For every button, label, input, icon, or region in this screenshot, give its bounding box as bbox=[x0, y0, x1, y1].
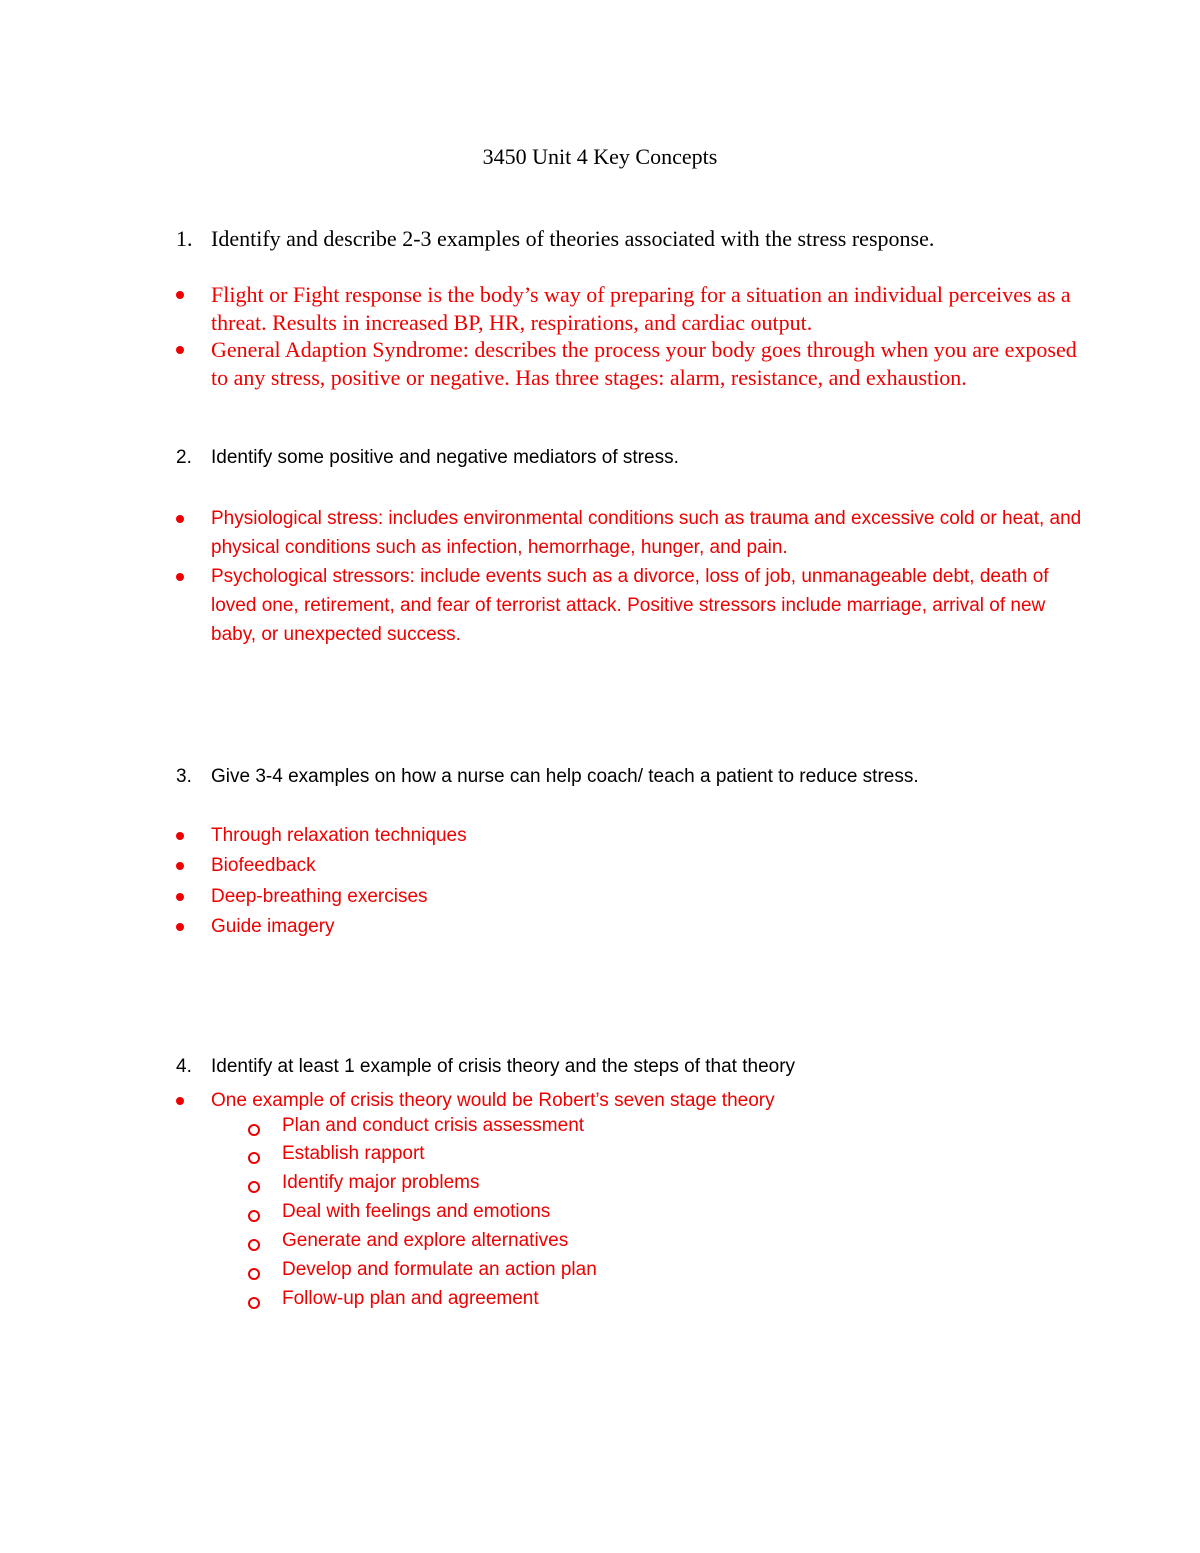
q4-step-4: Deal with feelings and emotions bbox=[282, 1201, 551, 1222]
q3-answer-4: Guide imagery bbox=[211, 916, 335, 937]
q4-step-2: Establish rapport bbox=[282, 1143, 425, 1164]
q1-answer-2: General Adaption Syndrome: describes the process your body goes through when you are exposed to any stress, positive or negative. Has three stages: alarm, resistance, and exhaustion. bbox=[211, 337, 1077, 390]
q4-step-5: Generate and explore alternatives bbox=[282, 1230, 569, 1251]
q3-bullet-2-icon bbox=[176, 862, 184, 870]
q2-number: 2. bbox=[176, 447, 192, 468]
q3-bullet-3-icon bbox=[176, 893, 184, 901]
q3-bullet-1-icon bbox=[176, 832, 184, 840]
page-title: 3450 Unit 4 Key Concepts bbox=[482, 144, 718, 169]
q2-answer-1: Physiological stress: includes environmental conditions such as trauma and excessive cold or heat, and physical conditions such as infection, hemorrhage, hunger, and pain. bbox=[211, 508, 1082, 558]
q4-step-6-icon bbox=[248, 1268, 260, 1280]
q4-step-2-icon bbox=[248, 1152, 260, 1164]
q4-step-7-icon bbox=[248, 1297, 260, 1309]
q4-step-1: Plan and conduct crisis assessment bbox=[282, 1115, 585, 1136]
q1-answer-1: Flight or Fight response is the body’s way of preparing for a situation an individual perceives as a threat. Results in increased BP, HR, respirations, and cardiac output. bbox=[211, 282, 1071, 335]
q2-answer-2: Psychological stressors: include events such as a divorce, loss of job, unmanageable debt, death of loved one, retirement, and fear of terrorist attack. Positive stressors include marriage, arrival of new baby, or unexpected success. bbox=[211, 566, 1049, 645]
q4-text: Identify at least 1 example of crisis theory and the steps of that theory bbox=[211, 1056, 796, 1077]
q4-number: 4. bbox=[176, 1056, 192, 1077]
q2-bullet-1-icon bbox=[176, 515, 184, 523]
q2-text: Identify some positive and negative mediators of stress. bbox=[211, 447, 679, 468]
q4-bullet-icon bbox=[176, 1097, 184, 1105]
q3-answer-2: Biofeedback bbox=[211, 855, 316, 876]
q3-bullet-4-icon bbox=[176, 923, 184, 931]
q4-step-3: Identify major problems bbox=[282, 1172, 480, 1193]
q1-bullet-2-icon bbox=[176, 346, 184, 354]
q2-bullet-2-icon bbox=[176, 573, 184, 581]
q4-step-3-icon bbox=[248, 1181, 260, 1193]
q3-number: 3. bbox=[176, 766, 192, 787]
q3-answer-3: Deep-breathing exercises bbox=[211, 886, 428, 907]
q3-text: Give 3-4 examples on how a nurse can help coach/ teach a patient to reduce stress. bbox=[211, 766, 919, 787]
q4-step-4-icon bbox=[248, 1210, 260, 1222]
q4-answer: One example of crisis theory would be Robert’s seven stage theory bbox=[211, 1090, 775, 1111]
q1-bullet-1-icon bbox=[176, 291, 184, 299]
q4-step-7: Follow-up plan and agreement bbox=[282, 1288, 539, 1309]
q1-number: 1. bbox=[176, 226, 193, 251]
q4-step-5-icon bbox=[248, 1239, 260, 1251]
q4-step-1-icon bbox=[248, 1124, 260, 1136]
q4-step-6: Develop and formulate an action plan bbox=[282, 1259, 597, 1280]
q3-answer-1: Through relaxation techniques bbox=[211, 825, 467, 846]
q1-text: Identify and describe 2-3 examples of theories associated with the stress response. bbox=[211, 226, 935, 251]
